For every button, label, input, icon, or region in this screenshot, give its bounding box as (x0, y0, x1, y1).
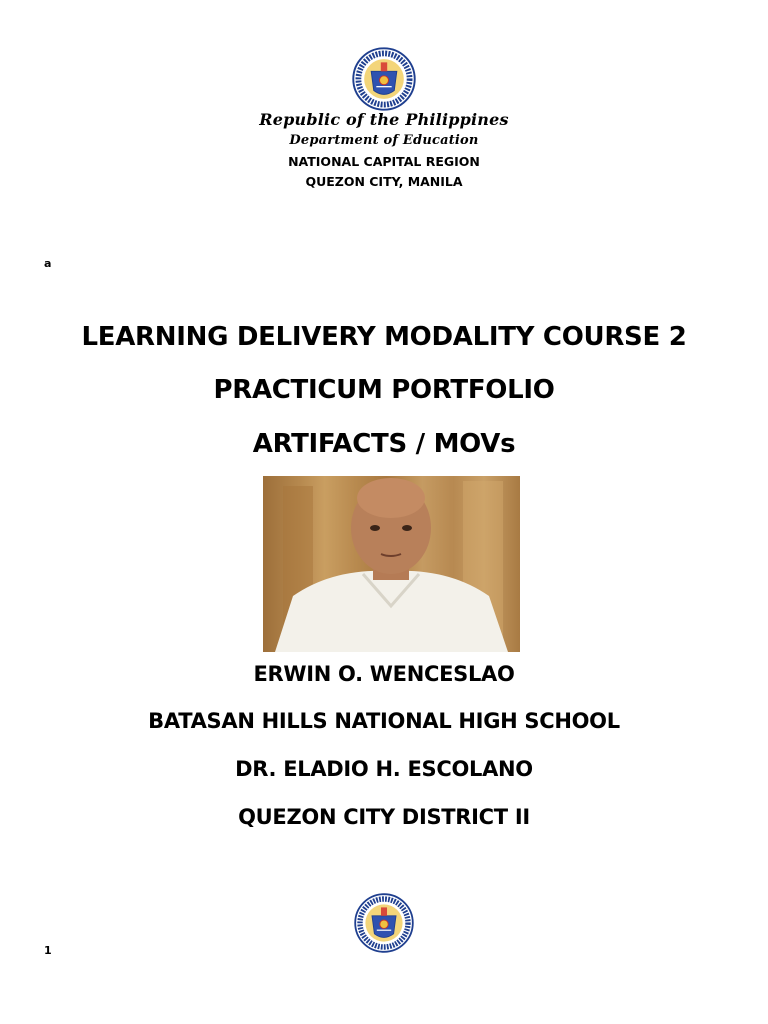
artifacts-title: ARTIFACTS / MOVs (252, 429, 516, 459)
portrait-photo (263, 476, 520, 652)
portrait-illustration (263, 476, 520, 652)
school-name: BATASAN HILLS NATIONAL HIGH SCHOOL (148, 709, 620, 733)
teacher-name: ERWIN O. WENCESLAO (253, 662, 515, 686)
course-title: LEARNING DELIVERY MODALITY COURSE 2 (81, 322, 687, 352)
principal-name: DR. ELADIO H. ESCOLANO (235, 757, 533, 781)
portfolio-title: PRACTICUM PORTFOLIO (213, 375, 555, 405)
region-heading: NATIONAL CAPITAL REGION (288, 154, 480, 169)
republic-heading: Republic of the Philippines (259, 110, 509, 129)
city-heading: QUEZON CITY, MANILA (305, 174, 463, 189)
district-name: QUEZON CITY DISTRICT II (238, 805, 530, 829)
stray-mark: a (44, 257, 52, 270)
deped-seal-bottom (354, 893, 414, 953)
deped-seal-top (352, 47, 416, 111)
department-heading: Department of Education (289, 133, 479, 148)
page-number: 1 (44, 944, 52, 957)
